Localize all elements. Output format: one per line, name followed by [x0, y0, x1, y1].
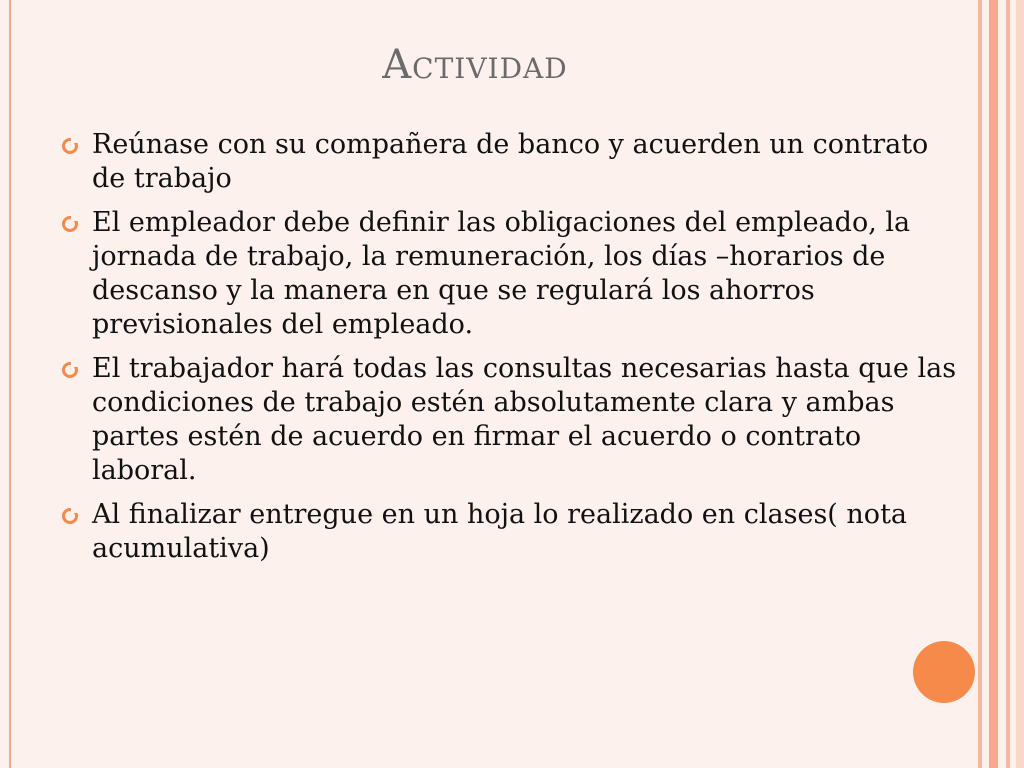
bullet-icon: [62, 508, 78, 524]
bullet-text: El empleador debe definir las obligaciones del empleado, la jornada de trabajo, la remuneración, los días –horarios de descanso y la manera en que se regulará los ahorros previsionales del empleado.: [92, 207, 911, 340]
bullet-text: El trabajador hará todas las consultas necesarias hasta que las condiciones de trabajo estén absolutamente clara y ambas partes estén de acuerdo en firmar el acuerdo o contrato laboral.: [92, 353, 957, 486]
slide-title: Actividad: [382, 42, 568, 88]
bullet-item: [60, 352, 965, 488]
bullet-item: [60, 498, 965, 566]
frame-line-right-1: [978, 0, 982, 768]
frame-line-right-4: [1016, 0, 1024, 768]
bullet-list: [60, 128, 965, 576]
bullet-icon: [62, 138, 78, 154]
bullet-item: [60, 206, 965, 342]
frame-line-right-3: [1006, 0, 1010, 768]
bullet-item: [60, 128, 965, 196]
bullet-text: Al finalizar entregue en un hoja lo realizado en clases( nota acumulativa): [92, 499, 908, 564]
frame-line-left: [9, 0, 11, 768]
bullet-text: Reúnase con su compañera de banco y acuerden un contrato de trabajo: [92, 129, 929, 194]
bullet-icon: [62, 216, 78, 232]
decorative-circle: [913, 641, 975, 703]
frame-line-right-2: [989, 0, 998, 768]
bullet-icon: [62, 362, 78, 378]
